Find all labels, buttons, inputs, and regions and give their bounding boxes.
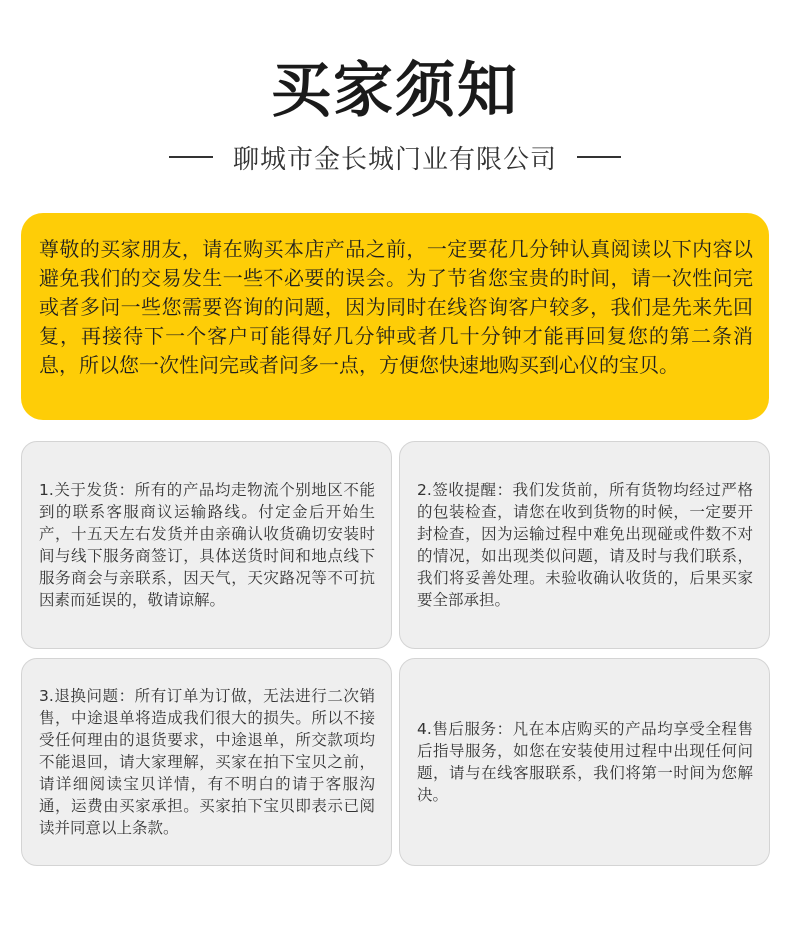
subtitle-row — [0, 140, 790, 174]
return-policy-card — [21, 658, 392, 866]
subtitle-right-divider — [577, 156, 621, 158]
company-name: 聊城市金长城门业有限公司 — [232, 144, 557, 175]
notice-panel — [21, 213, 769, 420]
page-title: 买家须知 — [271, 56, 519, 126]
receipt-reminder-card — [399, 441, 770, 649]
after-sales-text: 4.售后服务：凡在本店购买的产品均享受全程售后指导服务，如您在安装使用过程中出现任何问题，请与在线客服联系，我们将第一时间为您解决。 — [417, 720, 753, 804]
shipping-info-text: 1.关于发货：所有的产品均走物流个别地区不能到的联系客服商议运输路线。付定金后开始生产，十五天左右发货并由亲确认收货确切安装时间与线下服务商签订，具体送货时间和地点线下服务商会与亲联系，因天气，天灾路况等不可抗因素而延误的，敬请谅解。 — [39, 481, 375, 609]
receipt-reminder-text: 2.签收提醒：我们发货前，所有货物均经过严格的包装检查，请您在收到货物的时候，一定要开封检查，因为运输过程中难免出现碰或件数不对的情况，如出现类似问题，请及时与我们联系，我们将妥善处理。未验收确认收货的，后果买家要全部承担。 — [417, 481, 753, 609]
shipping-info-card — [21, 441, 392, 649]
notice-text: 尊敬的买家朋友，请在购买本店产品之前，一定要花几分钟认真阅读以下内容以避免我们的交易发生一些不必要的误会。为了节省您宝贵的时间，请一次性问完或者多问一些您需要咨询的问题，因为同时在线咨询客户较多，我们是先来先回复，再接待下一个客户可能得好几分钟或者几十分钟才能再回复您的第二条消息，所以您一次性问完或者问多一点，方便您快速地购买到心仪的宝贝。 — [39, 237, 753, 377]
return-policy-text: 3.退换问题：所有订单为订做，无法进行二次销售，中途退单将造成我们很大的损失。所以不接受任何理由的退货要求，中途退单，所交款项均不能退回，请大家理解，买家在拍下宝贝之前，请详细阅读宝贝详情，有不明白的请于客服沟通，运费由买家承担。买家拍下宝贝即表示已阅读并同意以上条款。 — [39, 687, 375, 837]
subtitle-left-divider — [169, 156, 213, 158]
after-sales-card — [399, 658, 770, 866]
